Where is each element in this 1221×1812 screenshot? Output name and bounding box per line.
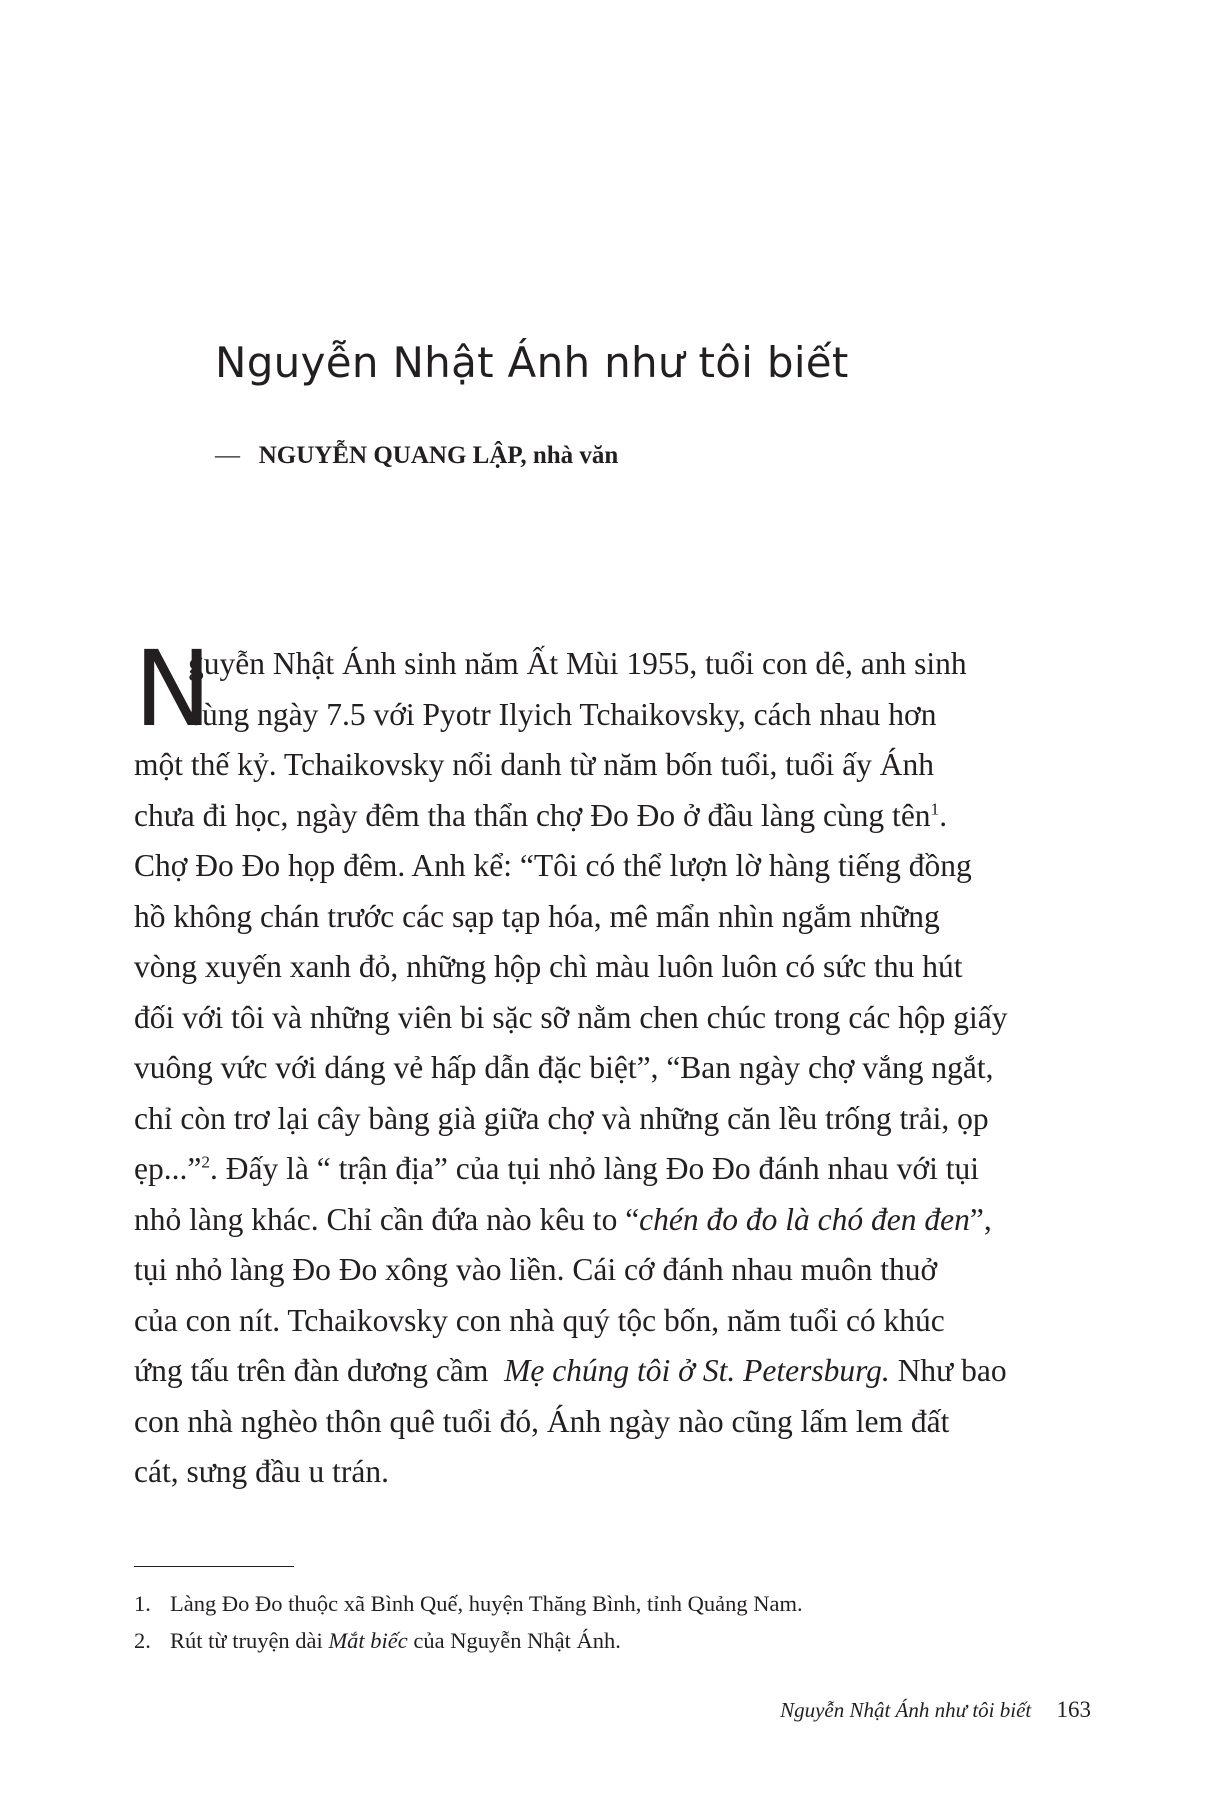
footnote-2: 2. Rút từ truyện dài Mắt biếc của Nguyễn Nhật Ánh. — [134, 1628, 621, 1653]
body-line: một thế kỷ. Tchaikovsky nổi danh từ năm bốn tuổi, tuổi ấy Ánh — [134, 747, 934, 782]
page-number: 163 — [1056, 1697, 1091, 1722]
body-line: Chợ Đo Đo họp đêm. Anh kể: “Tôi có thể lượn lờ hàng tiếng đồng — [134, 848, 972, 883]
byline-dash: — — [215, 442, 240, 469]
body-line: vuông vức với dáng vẻ hấp dẫn đặc biệt”, “Ban ngày chợ vắng ngắt, — [134, 1050, 994, 1085]
footnote-ref-2[interactable]: 2 — [201, 1152, 210, 1172]
body-line: chưa đi học, ngày đêm tha thẩn chợ Đo Đo ở đầu làng cùng tên$^1$. — [134, 797, 948, 833]
body-line: con nhà nghèo thôn quê tuổi đó, Ánh ngày nào cũng lấm lem đất — [134, 1403, 950, 1439]
running-footer — [780, 1697, 1091, 1723]
body-line: hồ không chán trước các sạp tạp hóa, mê mẩn nhìn ngắm những — [134, 898, 940, 934]
byline-author: NGUYỄN QUANG LẬP, — [258, 442, 527, 469]
body-line: tụi nhỏ làng Đo Đo xông vào liền. Cái cớ đánh nhau muôn thuở — [134, 1252, 938, 1287]
body-line: chỉ còn trơ lại cây bàng già giữa chợ và những căn lều trống trải, ọp — [134, 1100, 989, 1136]
body-line: ứng tấu trên đàn dương cầm Mẹ chúng tôi ở St. Petersburg. Như bao — [134, 1353, 1007, 1388]
byline — [215, 442, 618, 470]
body-line: ẹp...”$^2$. Đấy là “ trận địa” của tụi nhỏ làng Đo Đo đánh nhau với tụi — [134, 1151, 979, 1186]
footnotes — [134, 1585, 803, 1659]
body-line: nhỏ làng khác. Chỉ cần đứa nào kêu to “chén đo đo là chó đen đen”, — [134, 1201, 992, 1237]
body-line: guyễn Nhật Ánh sinh năm Ất Mùi 1955, tuổi con dê, anh sinh — [188, 646, 967, 681]
chapter-title: Nguyễn Nhật Ánh như tôi biết — [215, 338, 849, 387]
footnote-divider — [134, 1566, 294, 1567]
body-line: vòng xuyến xanh đỏ, những hộp chì màu luôn luôn có sức thu hút — [134, 949, 963, 984]
running-title: Nguyễn Nhật Ánh như tôi biết — [780, 1698, 1032, 1722]
body-line: cùng ngày 7.5 với Pyotr Ilyich Tchaikovsky, cách nhau hơn — [188, 696, 937, 732]
footnote-ref-1[interactable]: 1 — [930, 799, 940, 818]
byline-role: nhà văn — [532, 442, 619, 469]
body-line: đối với tôi và những viên bi sặc sỡ nằm chen chúc trong các hộp giấy — [134, 999, 1008, 1035]
body-line: của con nít. Tchaikovsky con nhà quý tộc bốn, năm tuổi có khúc — [134, 1302, 945, 1338]
body-text — [134, 628, 1094, 1498]
body-line: cát, sưng đầu u trán. — [134, 1454, 389, 1489]
drop-cap: N — [134, 628, 212, 750]
footnote-1: 1. Làng Đo Đo thuộc xã Bình Quế, huyện Thăng Bình, tỉnh Quảng Nam. — [134, 1591, 803, 1616]
